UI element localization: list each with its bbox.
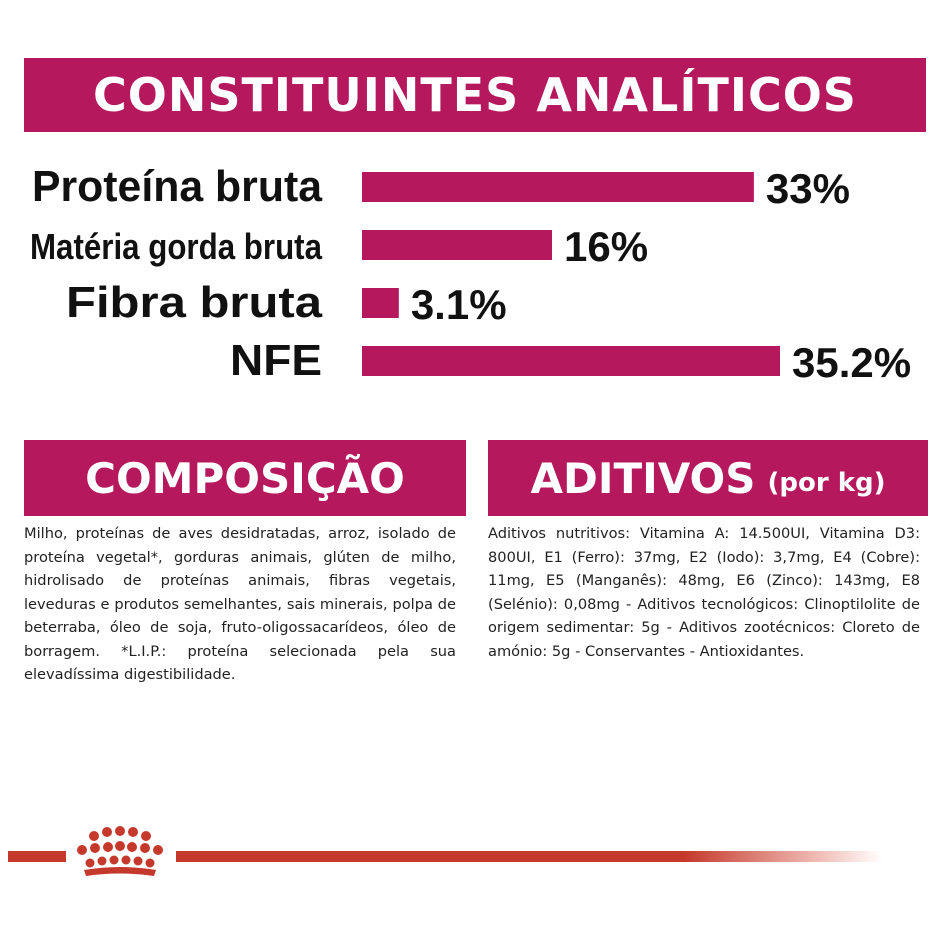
composition-title: COMPOSIÇÃO <box>85 453 405 503</box>
category-label: NFE <box>230 336 322 385</box>
footer-line-right <box>176 851 882 862</box>
bar <box>362 172 754 202</box>
analytic-constituents-header <box>24 58 926 132</box>
category-label: Matéria gorda bruta <box>30 226 323 267</box>
bar <box>362 230 552 260</box>
footer-line-left <box>8 851 66 862</box>
value-label: 35.2% <box>792 339 912 386</box>
additives-header <box>488 440 928 516</box>
bar <box>362 346 780 376</box>
composition-header <box>24 440 466 516</box>
value-label: 16% <box>564 223 649 270</box>
additives-text: Aditivos nutritivos: Vitamina A: 14.500UI, Vitamina D3: 800UI, E1 (Ferro): 37mg, E2 (Iodo): 3,7mg, E4 (Cobre): 11mg, E5 (Manganês): 48mg, E6 (Zinco): 143mg, E8 (Selénio): 0,08mg - Aditivos tecnológicos: Clinoptilolite de origem sedimentar: 5g - Aditivos zootécnicos: Cloreto de amónio: 5g - Conservantes - Antioxidantes. <box>488 525 920 660</box>
category-label: Proteína bruta <box>32 162 323 211</box>
value-label: 33% <box>765 165 850 212</box>
composition-text: Milho, proteínas de aves desidratadas, arroz, isolado de proteína vegetal*, gorduras animais, glúten de milho, hidrolisado de proteínas animais, fibras vegetais, leveduras e produtos semelhantes, sais minerais, polpa de beterraba, óleo de soja, fruto-oligossacarídeos, óleo de borragem. *L.I.P.: proteína selecionada pela sua elevadíssima digestibilidade. <box>24 525 456 683</box>
value-label: 3.1% <box>410 281 507 328</box>
category-label: Fibra bruta <box>66 278 323 327</box>
analytic-bar-chart <box>0 150 938 390</box>
additives-subtitle: (por kg) <box>767 468 886 498</box>
analytic-constituents-title: CONSTITUINTES ANALÍTICOS <box>93 68 857 122</box>
additives-title: ADITIVOS <box>530 453 756 503</box>
bar <box>362 288 399 318</box>
crown-icon <box>70 826 170 882</box>
